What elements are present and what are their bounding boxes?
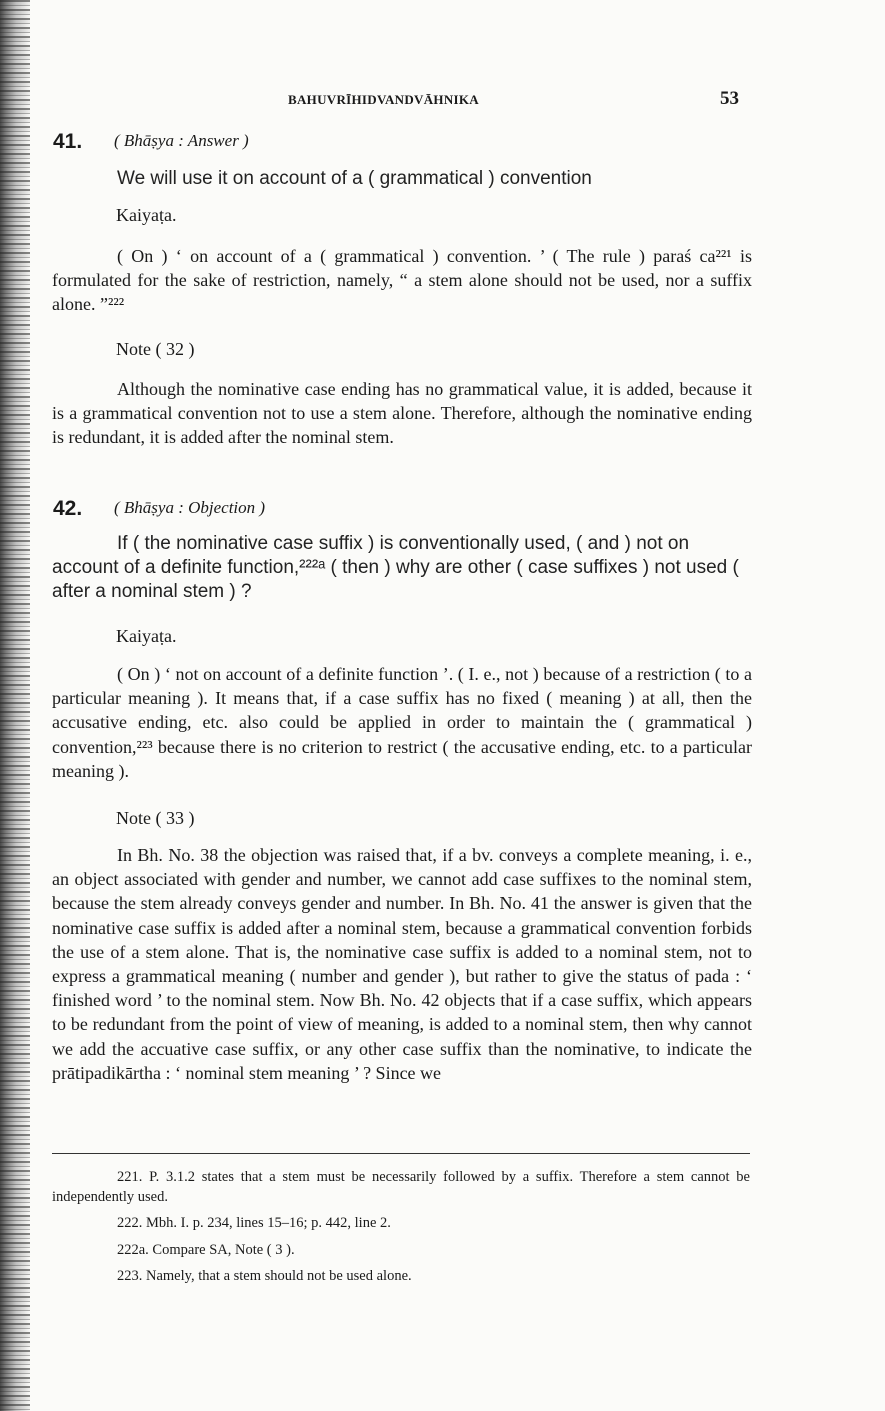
footnote-222a: 222a. Compare SA, Note ( 3 ). bbox=[117, 1242, 295, 1258]
section-42-tag: ( Bhāṣya : Objection ) bbox=[114, 498, 266, 517]
section-41-note-label: Note ( 32 ) bbox=[116, 339, 195, 359]
footnote-223: 223. Namely, that a stem should not be used alone. bbox=[117, 1268, 412, 1284]
footnote-222: 222. Mbh. I. p. 234, lines 15–16; p. 442, line 2. bbox=[117, 1215, 391, 1231]
section-42-kaiyata-text: ( On ) ‘ not on account of a definite function ’. ( I. e., not ) because of a restriction ( to a particular meaning ). It means that, if a case suffix has no fixed ( meaning ) at all, then the accusative ending, etc. also could be applied in order to maintain the ( grammatical ) convention,²²³ because there is no criterion to restrict ( the accusative ending, etc. to a particular meaning ). bbox=[52, 664, 752, 781]
footnote-rule bbox=[52, 1153, 750, 1154]
section-42-note-text: In Bh. No. 38 the objection was raised that, if a bv. conveys a complete meaning, i. e., an object associated with gender and number, we cannot add case suffixes to the nominal stem, because the stem already conveys gender and number. In Bh. No. 41 the answer is given that the nominative case suffix is added after a nominal stem, because a grammatical convention forbids the use of a stem alone. That is, the nominative case suffix is added to a nominal stem, not to express a grammatical meaning ( number and gender ), but rather to give the status of pada : ‘ finished word ’ to the nominal stem. Now Bh. No. 42 objects that if a case suffix, which appears to be redundant from the point of view of meaning, is added to a nominal stem, then why cannot we add the accuative case suffix, or any other case suffix than the nominative, to indicate the prātipadikārtha : ‘ nominal stem meaning ’ ? Since we bbox=[52, 845, 752, 1083]
running-head: BAHUVRĪHIDVANDVĀHNIKA bbox=[288, 92, 479, 107]
section-42-kaiyata-label: Kaiyaṭa. bbox=[116, 626, 177, 646]
section-41-kaiyata-label: Kaiyaṭa. bbox=[116, 205, 177, 225]
section-42-note-label: Note ( 33 ) bbox=[116, 808, 195, 828]
page-header bbox=[0, 88, 885, 112]
section-41-kaiyata-text: ( On ) ‘ on account of a ( grammatical ) convention. ’ ( The rule ) paraś ca²²¹ is formulated for the sake of restriction, namely, “ a stem alone should not be used, nor a suffix alone. ”²²² bbox=[52, 246, 752, 315]
section-41-note-text: Although the nominative case ending has no grammatical value, it is added, because it is a grammatical convention not to use a stem alone. Therefore, although the nominative ending is redundant, it is added after the nominal stem. bbox=[52, 379, 752, 448]
page-number: 53 bbox=[720, 88, 739, 109]
section-42-number: 42. bbox=[53, 497, 83, 520]
section-42-bhashya-text: If ( the nominative case suffix ) is conventionally used, ( and ) not on account of a definite function,²²²ᵃ ( then ) why are other ( case suffixes ) not used ( after a nominal stem ) ? bbox=[52, 533, 739, 602]
book-spine-shadow bbox=[0, 0, 30, 1411]
section-41-number: 41. bbox=[53, 130, 83, 153]
section-41-tag: ( Bhāṣya : Answer ) bbox=[114, 131, 249, 150]
section-41-bhashya-text: We will use it on account of a ( grammatical ) convention bbox=[117, 168, 592, 189]
footnote-221: 221. P. 3.1.2 states that a stem must be necessarily followed by a suffix. Therefore a stem cannot be independently used. bbox=[52, 1169, 750, 1205]
